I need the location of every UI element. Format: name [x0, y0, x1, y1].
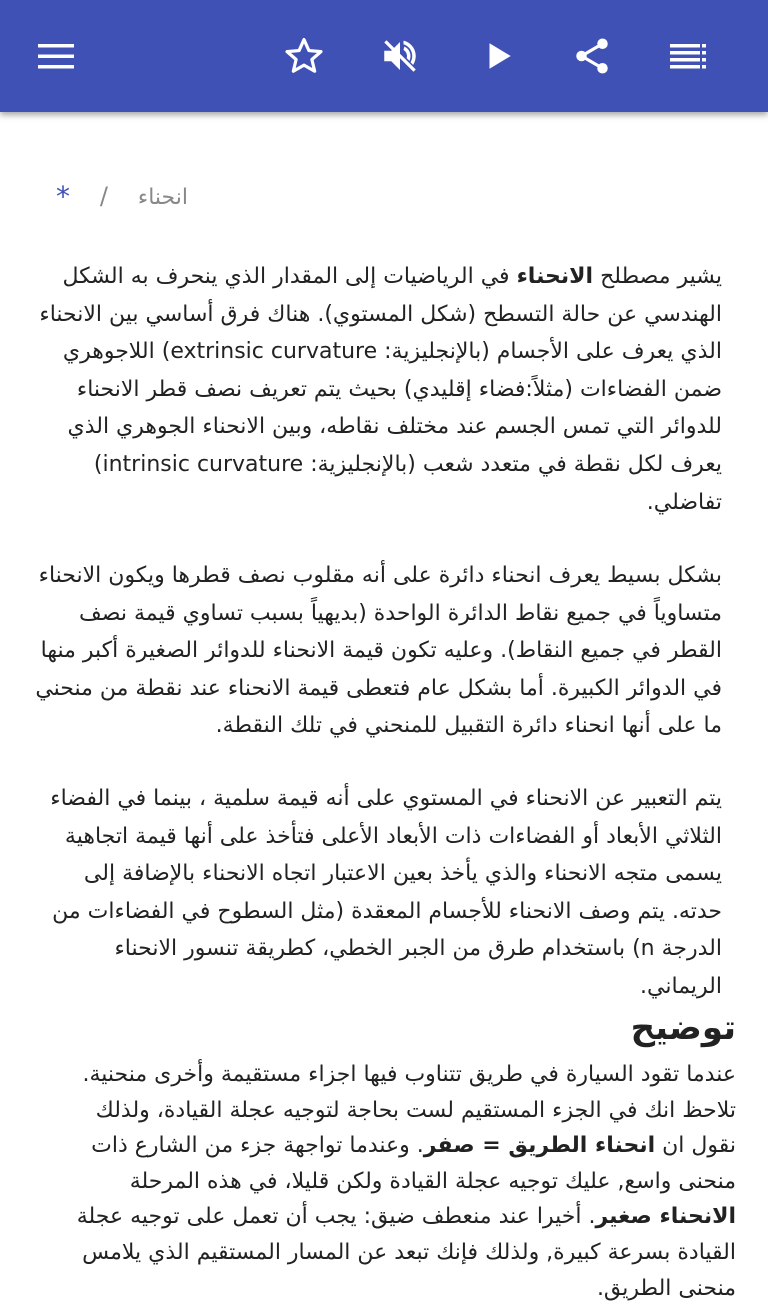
paragraph-text: يشير مصطلح — [593, 264, 722, 289]
paragraph-text: عندما تقود السيارة في طريق تتناوب فيها اجزاء مستقيمة وأخرى منحنية. تلاحظ انك في الجزء المستقيم لست بحاجة لتوجيه عجلة القيادة، ولذلك نقول ان — [82, 1062, 736, 1159]
menu-button[interactable] — [28, 28, 84, 84]
article-paragraph-intro — [32, 258, 722, 521]
paragraph-text: . وعندما تواجهة جزء من الشارع ذات منحنى واسع, عليك توجيه عجلة القيادة ولكن قليلا، في هذه المرحلة — [91, 1133, 736, 1194]
play-button[interactable] — [470, 28, 526, 84]
article-paragraph-explanation — [48, 1057, 736, 1306]
mute-button[interactable] — [372, 28, 428, 84]
bold-term: الانحناء — [516, 264, 594, 289]
play-icon — [481, 39, 515, 73]
breadcrumb-current: انحناء — [137, 185, 188, 210]
bold-term: الانحناء صغير — [595, 1204, 736, 1230]
paragraph-text: في الرياضيات إلى المقدار الذي ينحرف به الشكل الهندسي عن حالة التسطح (شكل المستوي). هناك فرق أساسي بين الانحناء الذي يعرف على الأجسام (بالإنجليزية: extrinsic curvature) اللاجوهري ضمن الفضاءات (مثلاً:فضاء إقليدي) بحيث يتم تعريف نصف قطر الانحناء للدوائر التي تمس الجسم عند مختلف نقاطه، وبين الانحناء الجوهري الذي يعرف لكل نقطة في متعدد شعب (بالإنجليزية: intrinsic curvature) تفاضلي. — [39, 264, 722, 515]
star-outline-icon — [283, 35, 325, 77]
article-content — [0, 112, 768, 1301]
breadcrumb — [0, 182, 768, 218]
volume-off-icon — [379, 35, 421, 77]
breadcrumb-separator: / — [99, 182, 108, 210]
favorite-button[interactable] — [276, 28, 332, 84]
article-paragraph-scalar: يتم التعبير عن الانحناء في المستوي على أنه قيمة سلمية ، بينما في الفضاء الثلاثي الأبعاد أو الفضاءات ذات الأبعاد الأعلى فتأخذ على أنها قيمة اتجاهية يسمى متجه الانحناء والذي يأخذ بعين الاعتبار اتجاه الانحناء بالإضافة إلى حدته. يتم وصف الانحناء للأجسام المعقدة (مثل السطوح في الفضاءات من الدرجة n) باستخدام طرق من الجبر الخطي، كطريقة تنسور الانحناء الريماني. — [50, 786, 722, 999]
hamburger-menu-icon — [36, 42, 76, 70]
playlist-button[interactable] — [660, 28, 716, 84]
section-heading: توضيح — [630, 1008, 736, 1048]
playlist-icon — [668, 41, 708, 71]
bold-term: انحناء الطريق = صفر — [423, 1133, 656, 1159]
paragraph-text: . أخيرا عند منعطف ضيق: يجب أن تعمل على توجيه عجلة القيادة بسرعة كبيرة, ولذلك فإنك تبعد عن المسار المستقيم الذي يلامس منحنى الطريق. — [76, 1204, 736, 1301]
breadcrumb-home-link[interactable]: * — [56, 180, 70, 213]
app-toolbar — [0, 0, 768, 112]
article-paragraph-circle: بشكل بسيط يعرف انحناء دائرة على أنه مقلوب نصف قطرها ويكون الانحناء متساوياً في جميع نقاط الدائرة الواحدة (بديهياً بسبب تساوي قيمة نصف القطر في جميع النقاط). وعليه تكون قيمة الانحناء للدوائر الصغيرة أكبر منها في الدوائر الكبيرة. أما بشكل عام فتعطى قيمة الانحناء عند نقطة من منحني ما على أنها انحناء دائرة التقبيل للمنحني في تلك النقطة. — [35, 563, 722, 739]
share-icon — [571, 35, 613, 77]
share-button[interactable] — [564, 28, 620, 84]
